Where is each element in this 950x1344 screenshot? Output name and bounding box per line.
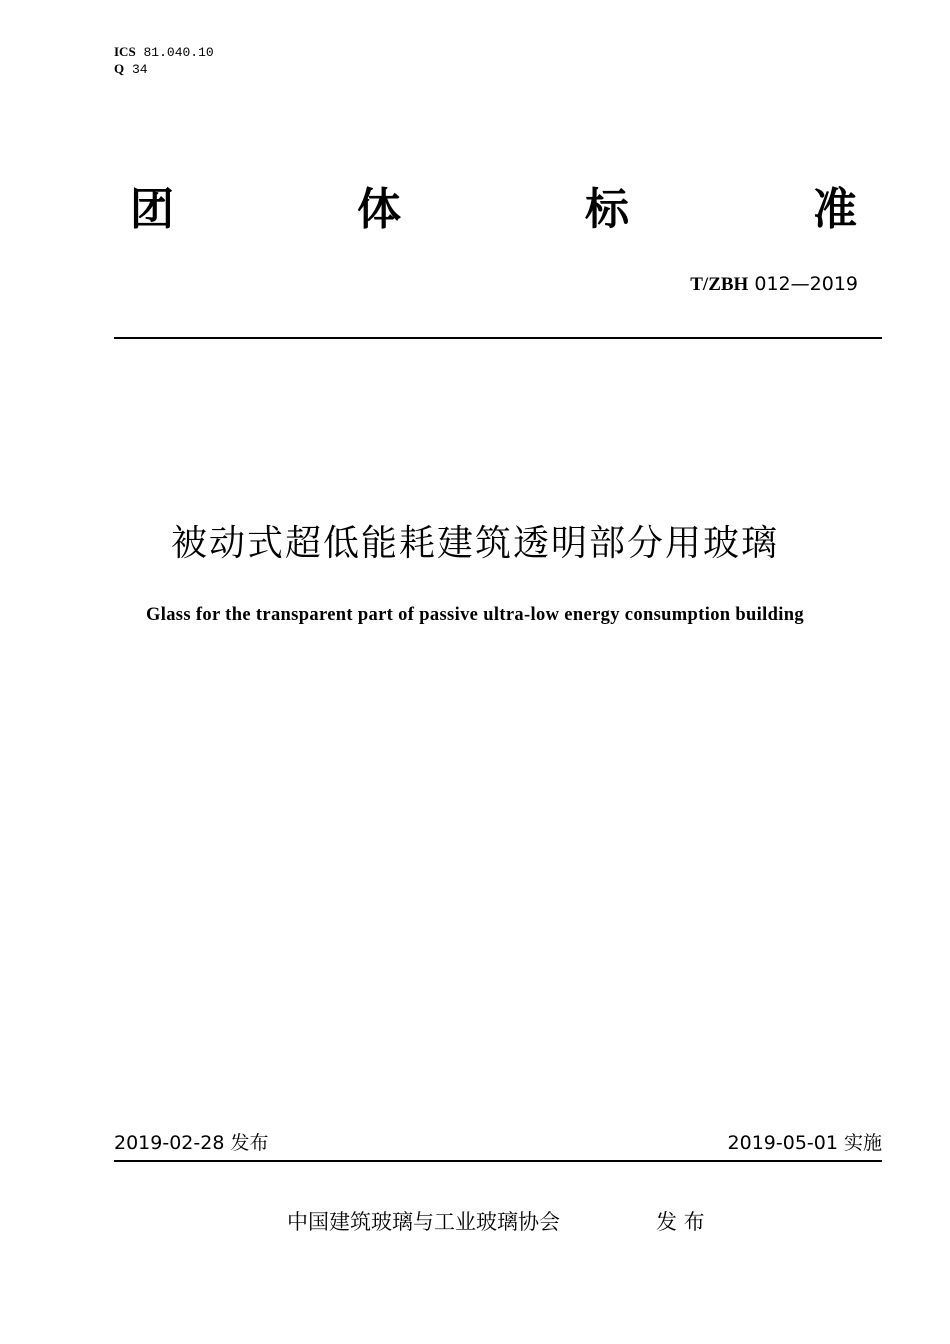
banner-char-3: 标 xyxy=(585,184,629,235)
document-title-chinese: 被动式超低能耗建筑透明部分用玻璃 xyxy=(170,523,779,564)
document-title-english: Glass for the transparent part of passive ultra-low energy consumption building xyxy=(145,605,805,625)
q-line xyxy=(114,61,214,78)
banner-char-1: 团 xyxy=(130,184,174,235)
standard-code-prefix: T/ZBH xyxy=(690,274,749,295)
q-label: Q xyxy=(114,61,125,76)
footer-divider xyxy=(114,1160,882,1162)
standard-code-number: 012—2019 xyxy=(754,273,858,295)
publish-action: 发 布 xyxy=(656,1210,705,1234)
q-value: 34 xyxy=(131,62,148,77)
banner-char-2: 体 xyxy=(357,184,401,235)
ics-classification xyxy=(114,44,214,78)
header-divider xyxy=(114,337,882,339)
publisher-name: 中国建筑玻璃与工业玻璃协会 xyxy=(287,1210,560,1234)
issue-date: 2019-02-28 发布 xyxy=(114,1132,269,1154)
implementation-date: 2019-05-01 实施 xyxy=(727,1132,882,1154)
standard-code xyxy=(690,272,858,297)
ics-label: ICS xyxy=(114,44,136,59)
ics-line xyxy=(114,44,214,61)
banner-char-4: 准 xyxy=(813,184,857,235)
ics-value: 81.040.10 xyxy=(143,45,214,60)
